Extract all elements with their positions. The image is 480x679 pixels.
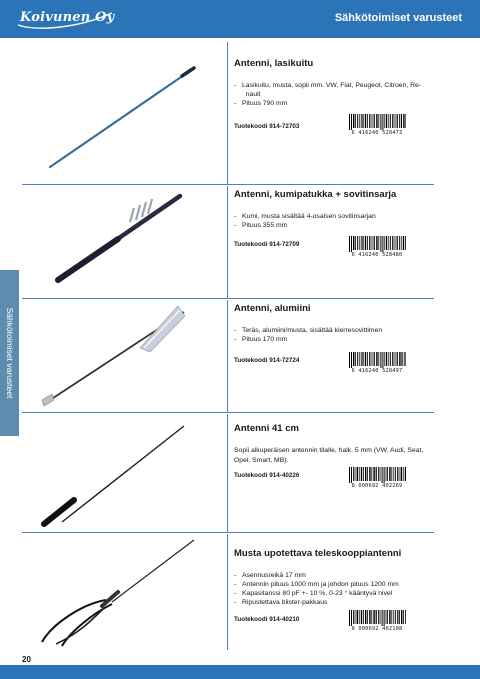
spec-item: - Ripustettava blister-pakkaus (234, 598, 439, 607)
product-barcode (348, 467, 406, 493)
page-header (0, 0, 480, 38)
spec-item: - Pituus 170 mm (234, 335, 439, 344)
spec-item: - Antennin pituus 1000 mm ja johdon pituus 1200 mm (234, 580, 439, 589)
spec-item: - Pituus 355 mm (234, 221, 439, 230)
barcode-icon (348, 236, 406, 252)
product-section (0, 42, 480, 184)
product-specs (234, 326, 439, 344)
barcode-number: 8 000692 402269 (351, 483, 403, 489)
product-details (234, 303, 439, 344)
product-barcode (348, 114, 406, 140)
product-code: Tuotekoodi 914-72709 (234, 241, 300, 248)
barcode-icon (348, 610, 406, 626)
section-divider (22, 532, 434, 533)
product-image (22, 300, 222, 412)
barcode-number: 6 416240 528480 (351, 252, 403, 258)
product-title: Musta upotettava teleskooppiantenni (234, 548, 402, 559)
rubber-antenna-icon (22, 186, 222, 298)
product-code: Tuotekoodi 914-72724 (234, 357, 300, 364)
page-number: 20 (22, 655, 31, 664)
product-section (0, 186, 480, 298)
barcode-number: 6 416240 528473 (351, 130, 403, 136)
product-code: Tuotekoodi 914-72703 (234, 123, 300, 130)
section-title: Sähkötoimiset varusteet (334, 12, 462, 24)
product-section (0, 300, 480, 412)
company-logo: Koivunen Oy (20, 10, 115, 25)
section-divider (22, 298, 434, 299)
product-section (0, 534, 480, 650)
product-barcode (348, 610, 406, 636)
barcode-icon (348, 114, 406, 130)
spec-item: - Asennusreikä 17 mm (234, 571, 439, 580)
barcode-icon (348, 352, 406, 368)
spec-item: - Pituus 790 mm (234, 99, 439, 108)
product-code: Tuotekoodi 914-40210 (234, 616, 300, 623)
spec-item: - Kapasitanssi 80 pF +- 10 %, 0-23 ° kääntyvä nivel (234, 589, 439, 598)
product-details (234, 189, 439, 230)
spec-item: - Kumi, musta sisältää 4-osaisen sovitinsarjan (234, 212, 439, 221)
side-tab-label: Sähkötoimiset varusteet (4, 307, 15, 399)
footer-bar (0, 665, 480, 679)
spec-item: - Lasikuitu, musta, sopii mm. VW, Fiat, Peugeot, Citroen, Re- nault (234, 81, 439, 99)
product-image (22, 186, 222, 298)
product-details (234, 548, 439, 607)
product-title: Antenni, alumiini (234, 303, 311, 314)
product-description: Sopii alkuperäisen antennin tilalle, halk. 5 mm (VW, Audi, Seat, Opel, Smart, MB). (234, 447, 424, 464)
fiberglass-antenna-icon (22, 42, 222, 184)
product-image (22, 534, 222, 650)
product-title: Antenni 41 cm (234, 423, 299, 434)
product-code: Tuotekoodi 914-40226 (234, 472, 300, 479)
section-divider (22, 184, 434, 185)
product-details (234, 423, 439, 465)
product-title: Antenni, lasikuitu (234, 58, 314, 69)
barcode-number: 6 416240 528497 (351, 368, 403, 374)
spec-item: - Teräs, alumiini/musta, sisältää kierresovittimen (234, 326, 439, 335)
product-image (22, 42, 222, 184)
product-specs (234, 571, 439, 607)
aluminium-antenna-icon (22, 300, 222, 412)
product-barcode (348, 352, 406, 378)
barcode-icon (348, 467, 406, 483)
section-divider (22, 412, 434, 413)
product-barcode (348, 236, 406, 262)
product-details (234, 58, 439, 108)
product-title: Antenni, kumipatukka + sovitinsarja (234, 189, 397, 200)
whip-antenna-icon (22, 414, 222, 532)
product-image (22, 414, 222, 532)
telescopic-antenna-icon (22, 534, 222, 650)
barcode-number: 8 000692 402108 (351, 626, 403, 632)
product-section (0, 414, 480, 532)
product-specs (234, 212, 439, 230)
product-specs (234, 81, 439, 108)
